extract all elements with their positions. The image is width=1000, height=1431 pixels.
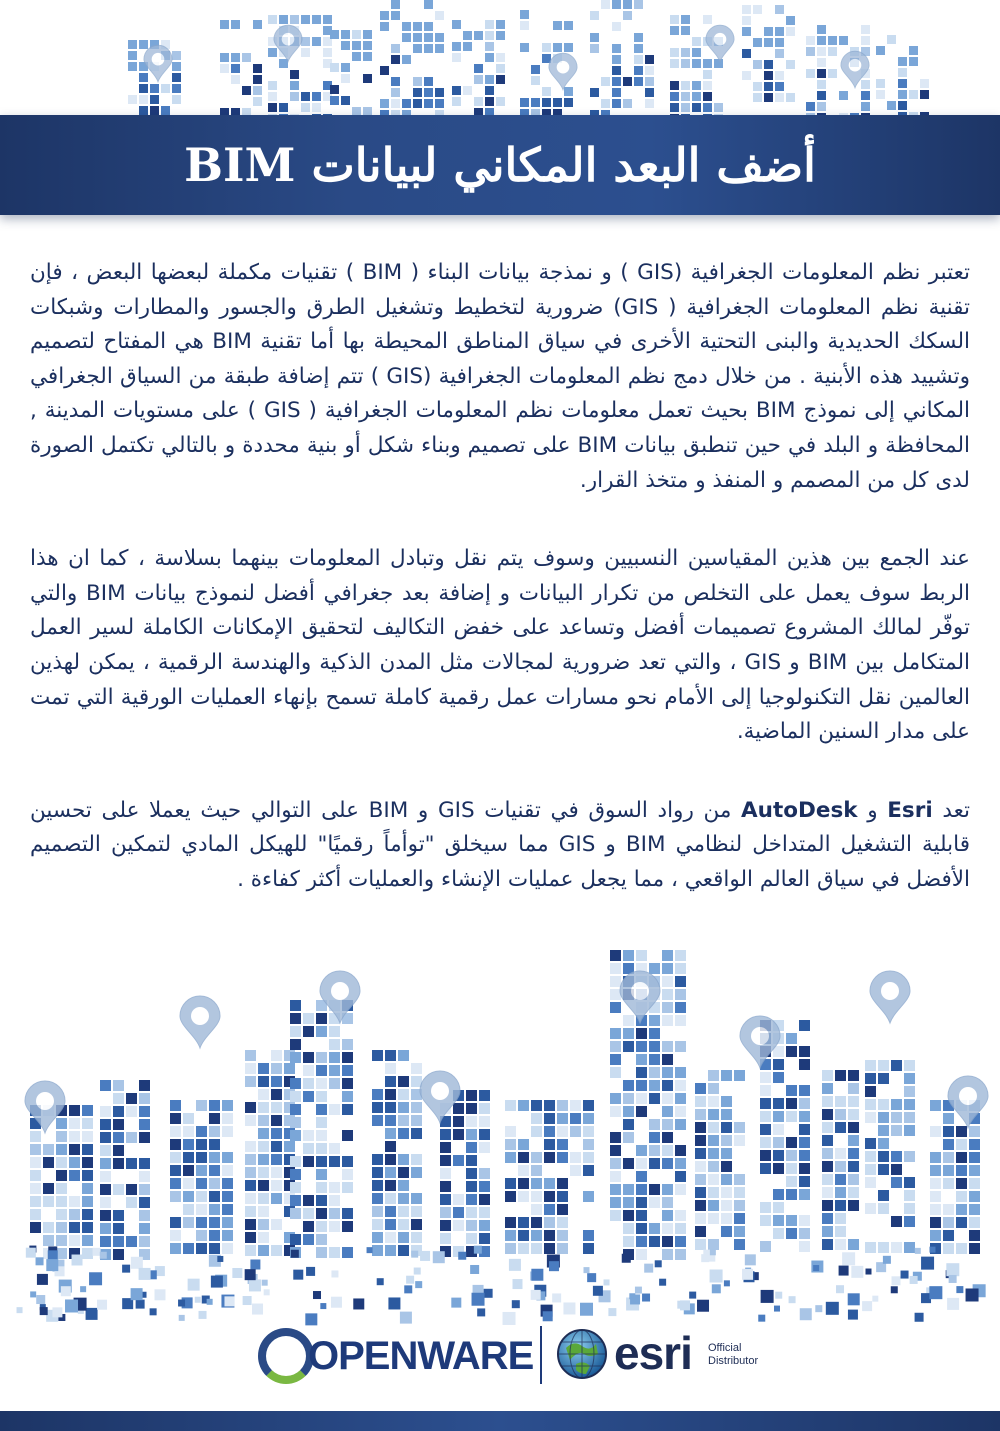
pixel-scatter [48,1250,58,1260]
pixel-scatter [910,1276,918,1284]
pixel-scatter [563,1302,575,1314]
pixel-scatter [774,1306,780,1312]
pixel-scatter [921,1257,934,1270]
pixel-scatter [249,1279,261,1291]
pixel-building [30,1105,93,1259]
pixel-scatter [293,1270,303,1280]
pixel-building [220,20,262,128]
logo-divider [540,1326,542,1384]
pixel-scatter [587,1273,596,1282]
pixel-scatter [742,1269,753,1280]
pixel-scatter [644,1264,653,1273]
title-banner [0,115,1000,215]
pixel-scatter [46,1259,58,1271]
pixel-scatter [224,1296,234,1306]
esri-official-distributor: Official Distributor [708,1342,759,1367]
pixel-scatter [966,1288,979,1301]
pixel-scatter [52,1307,62,1317]
p3-conj: و [857,797,888,823]
pixel-scatter [659,1279,666,1286]
brand-esri: Esri [887,797,933,823]
pixel-scatter [150,1308,157,1315]
pixel-scatter [697,1300,709,1312]
pixel-scatter [139,1268,151,1280]
pixel-building [380,0,444,130]
pixel-scatter [97,1300,107,1310]
pixel-scatter [883,1256,891,1264]
pixel-building [372,1050,422,1256]
pixel-scatter [584,1267,590,1273]
pixel-scatter [17,1307,23,1313]
pixel-scatter [512,1300,520,1308]
pixel-scatter [608,1308,616,1316]
pixel-scatter [353,1298,364,1309]
pixel-building [440,1090,490,1257]
esri-logo [556,1326,776,1388]
openware-ring-icon [258,1328,314,1384]
pixel-scatter [866,1269,872,1275]
pixel-scatter [26,1248,36,1258]
pixel-scatter [458,1252,466,1260]
pixel-building [100,1080,150,1260]
pixel-scatter [470,1265,479,1274]
globe-icon [556,1328,608,1380]
pixel-scatter [264,1289,270,1295]
pixel-scatter [531,1290,541,1300]
pixel-scatter [549,1261,559,1271]
paragraph-1: تعتبر نظم المعلومات الجغرافية (GIS ) و نمذجة بيانات البناء ( BIM ) تقنيات مكملة لبعضها البعض ، فإن تقنية نظم المعلومات الجغرافية ( GIS) ضرورية لتخطيط وتشغيل الطرق والجسور والمطارات وشبكات السكك الحديدية والبنى التحتية الأخرى في سياق المناطق المحيطة بها أما تقنية BIM هي المفتاح لتصميم وتشييد هذه الأبنية . من خلال دمج نظم المعلومات الجغرافية (GIS ) تتم إضافة طبقة من السياق الجغرافي المكاني إلى نموذج BIM بحيث تعمل معلومات نظم المعلومات الجغرافية ( GIS ) على مستويات المدينة , المحافظة و البلد في حين تنطبق بيانات BIM على تصميم وبناء شكل أو بنية محددة و بالتالي تكتمل الصورة لدى كل من المصمم و المنفذ و متخذ القرار. [30,260,971,493]
pixel-scatter [474,1246,482,1254]
map-pin-icon [274,25,302,61]
pixel-scatter [306,1267,315,1276]
pixel-scatter [891,1276,900,1285]
pixel-scatter [891,1286,898,1293]
article-body [30,256,970,942]
pixel-scatter [593,1286,603,1296]
footer-logos [0,1320,1000,1395]
pixel-scatter [724,1280,730,1286]
pixel-scatter [211,1276,223,1288]
pixel-scatter [65,1299,78,1312]
pixel-scatter [291,1250,299,1258]
pixel-scatter [406,1276,414,1284]
pixel-scatter [862,1301,872,1311]
pixel-scatter [331,1270,338,1277]
pixel-building [170,1100,233,1254]
pixel-scatter [842,1252,855,1265]
esri-wordmark: esri [614,1327,692,1379]
pixel-scatter [37,1274,48,1285]
pixel-building [876,35,929,121]
pixel-scatter [36,1295,45,1304]
pixel-scatter [477,1308,485,1316]
pixel-building [742,5,795,124]
pixel-scatter [949,1275,957,1283]
pixel-scatter [836,1285,844,1293]
pixel-scatter [136,1300,145,1309]
pixel-scatter [195,1297,201,1303]
pixel-scatter [30,1291,36,1297]
pixel-scatter [689,1292,696,1299]
pixel-scatter [848,1310,858,1320]
pixel-scatter [629,1293,635,1299]
pixel-scatter [472,1293,485,1306]
pixel-scatter [252,1304,263,1315]
pixel-scatter [415,1281,422,1288]
pixel-scatter [154,1289,165,1300]
pixel-scatter [946,1263,959,1276]
pixel-building [330,30,372,127]
pixel-scatter [404,1285,412,1293]
pixel-scatter [122,1265,130,1273]
pixel-scatter [207,1299,213,1305]
map-pin-icon [420,1071,460,1123]
pixel-scatter [40,1307,48,1315]
skyline-top-illustration [0,0,1000,130]
pixel-building [245,1050,295,1256]
pixel-scatter [61,1286,71,1296]
pixel-building [452,20,505,128]
pixel-scatter [552,1293,561,1302]
pixel-scatter [901,1271,909,1279]
pixel-scatter [451,1298,461,1308]
pixel-scatter [680,1300,690,1310]
pixel-scatter [36,1257,44,1265]
pixel-scatter [320,1303,326,1309]
pixel-scatter [622,1254,631,1263]
pixel-scatter [815,1305,822,1312]
pixel-scatter [580,1303,593,1316]
pixel-building [822,1070,859,1250]
map-pin-icon [870,971,910,1023]
pixel-scatter [100,1252,107,1259]
bottom-bar [0,1411,1000,1431]
pixel-scatter [839,1266,849,1276]
pixel-scatter [131,1288,143,1300]
pixel-scatter [635,1287,642,1294]
pixel-scatter [930,1247,936,1253]
pixel-scatter [512,1279,522,1289]
pixel-scatter [929,1286,942,1299]
openware-logo [258,1328,534,1388]
pixel-scatter [86,1308,98,1320]
pixel-scatter [813,1265,819,1271]
pixel-scatter [313,1291,321,1299]
pixel-scatter [800,1308,812,1320]
paragraph-2: عند الجمع بين هذين المقياسين النسبيين وسوف يتم نقل وتبادل المعلومات بينهما بسلاسة ، كما ان هذا الربط سوف يعمل على التخلص من تكرار البيانات و إضافة بعد جغرافي أفضل لنموذج بيانات BIM والتي توفّر لمالك المشروع تصميمات أفضل وتساعد على خفض التكاليف لتحقيق الإمكانات الكاملة لسير العمل المتكامل بين BIM و GIS ، والتي تعد ضرورية لمجالات مثل المدن الذكية والهندسة الرقمية ، يمكن لهذين العالمين نقل التكنولوجيا إلى الأمام نحو مسارات عمل رقمية كاملة تسمح بإنهاء العمليات الورقية التي تمت على مدار السنين الماضية. [30,546,971,745]
pixel-scatter [710,1249,716,1255]
openware-wordmark: OPENWARE [308,1334,534,1378]
pixel-building [290,1000,353,1258]
pixel-scatter [604,1279,610,1285]
brand-autodesk: AutoDesk [741,797,858,823]
pixel-building [590,0,654,130]
pixel-building [695,1070,745,1250]
pixel-scatter [947,1298,959,1310]
pixel-scatter [188,1279,200,1291]
pixel-scatter [414,1268,421,1275]
pixel-building [505,1100,594,1254]
pixel-scatter [433,1251,445,1263]
pixel-scatter [848,1293,860,1305]
pixel-scatter [915,1248,921,1254]
pixel-scatter [245,1269,256,1280]
pixel-scatter [789,1296,796,1303]
pixel-scatter [775,1292,782,1299]
pixel-scatter [243,1296,252,1305]
map-pin-icon [144,45,172,81]
pixel-scatter [388,1297,400,1309]
pixel-scatter [826,1302,839,1315]
pixel-scatter [956,1286,963,1293]
pixel-scatter [872,1296,878,1302]
pixel-scatter [745,1254,756,1265]
pixel-scatter [642,1294,650,1302]
p3-rest: من رواد السوق في تقنيات GIS و BIM على التوالي حيث يعملا على تحسين قابلية التشغيل المتداخل لنظامي BIM و GIS مما سيخلق "توأماً رقميًا" للهيكل المادي لتمكين التصميم الأفضل في سياق العالم الواقعي ، مما يجعل عمليات الإنشاء والعمليات أكثر كفاءة . [30,797,970,892]
pixel-scatter [178,1300,185,1307]
page-title: أضف البعد المكاني لبيانات BIM [184,138,816,192]
pixel-scatter [761,1290,774,1303]
map-pin-icon [180,996,220,1048]
pixel-scatter [93,1248,101,1256]
pixel-scatter [250,1259,260,1269]
pixel-scatter [217,1256,223,1262]
map-pin-icon [549,53,577,89]
paragraph-3 [30,794,970,898]
map-pin-icon [706,25,734,61]
skyline-bottom-illustration [0,940,1000,1330]
pixel-scatter [232,1268,242,1278]
pixel-scatter [80,1286,86,1292]
pixel-scatter [484,1289,493,1298]
pixel-scatter [411,1251,418,1258]
pixel-building [865,1060,915,1253]
pixel-scatter [72,1255,83,1266]
pixel-scatter [420,1251,430,1261]
pixel-scatter [531,1269,543,1281]
pixel-scatter [655,1260,662,1267]
pixel-scatter [710,1270,723,1283]
pixel-scatter [509,1259,521,1271]
pixel-scatter [712,1284,721,1293]
pixel-scatter [131,1257,143,1269]
pixel-scatter [377,1278,384,1285]
pixel-scatter [262,1280,268,1286]
pixel-scatter [331,1297,342,1308]
pixel-scatter [851,1266,863,1278]
pixel-scatter [89,1272,102,1285]
pixel-scatter [367,1247,373,1253]
pixel-scatter [199,1311,207,1319]
pixel-building [930,1100,980,1254]
p3-intro: تعد [932,797,970,823]
